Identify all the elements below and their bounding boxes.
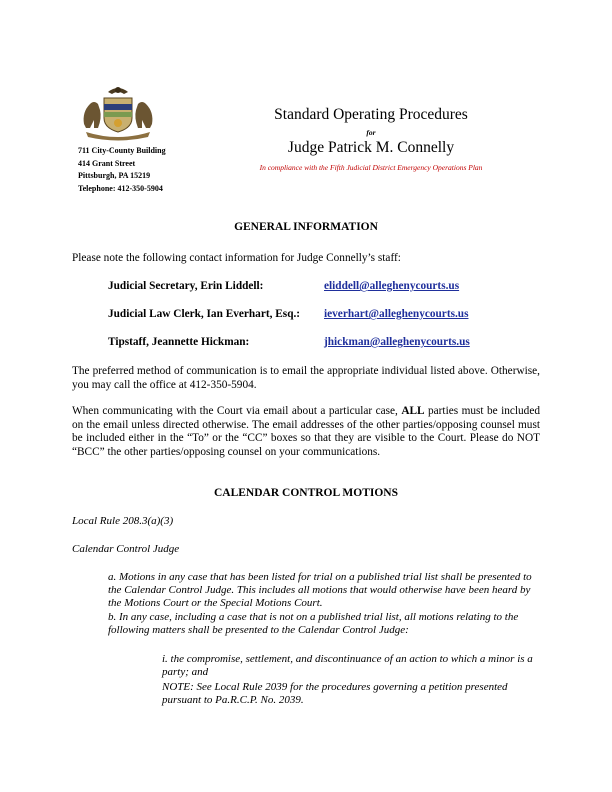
contact-label-tipstaff: Tipstaff, Jeannette Hickman: <box>108 336 250 348</box>
calendar-control-heading: CALENDAR CONTROL MOTIONS <box>213 487 399 499</box>
rule-item-b: b. In any case, including a case that is not on a published trial list, all motions relating to the following matters shall be presented to the Calendar Control Judge: <box>108 611 519 637</box>
intro-paragraph: Please note the following contact information for Judge Connelly’s staff: <box>72 252 401 264</box>
coat-of-arms-seal <box>78 84 158 142</box>
rule-note: NOTE: See Local Rule 2039 for the procedures governing a petition presented pursuant to Pa.R.C.P. No. 2039. <box>162 681 508 707</box>
judge-name: Judge Patrick M. Connelly <box>287 139 455 156</box>
contact-label-law-clerk: Judicial Law Clerk, Ian Everhart, Esq.: <box>108 308 301 320</box>
calendar-control-judge-label: Calendar Control Judge <box>72 543 180 555</box>
rule-item-a: a. Motions in any case that has been listed for trial on a published trial list shall be presented to the Calendar Control Judge. This includes all motions that would otherwise have been heard by the Motions Court or the Special Motions Court. <box>108 571 532 610</box>
address-line: 711 City-County Building <box>78 146 166 155</box>
email-link-secretary[interactable]: eliddell@alleghenycourts.us <box>324 280 460 292</box>
general-information-heading: GENERAL INFORMATION <box>234 221 378 233</box>
local-rule-citation: Local Rule 208.3(a)(3) <box>72 515 174 527</box>
email-link-law-clerk[interactable]: ieverhart@alleghenycourts.us <box>324 308 469 320</box>
email-policy-text: When communicating with the Court via email about a particular case, <box>72 405 402 417</box>
email-policy-text: parties must be included on the email unless directed otherwise. The email addresses of the other parties/opposing counsel must be included either in the “To” or the “CC” boxes so that they are visible to the Court. Please do NOT “BCC” the other parties/opposing counsel on your communications. <box>72 405 540 458</box>
communication-paragraph: The preferred method of communication is to email the appropriate individual listed above. Otherwise, you may call the office at 412-350-5904. <box>72 365 540 391</box>
address-line: Pittsburgh, PA 15219 <box>78 171 151 181</box>
address-line: 414 Grant Street <box>78 158 136 168</box>
email-policy-emphasis: ALL <box>401 405 425 417</box>
document-title: Standard Operating Procedures <box>274 106 468 123</box>
address-block <box>78 145 166 195</box>
contact-label-secretary: Judicial Secretary, Erin Liddell: <box>108 280 264 292</box>
for-word: for <box>366 128 376 137</box>
rule-subitem-i: i. the compromise, settlement, and discontinuance of an action to which a minor is a party; and <box>162 653 533 679</box>
compliance-note: In compliance with the Fifth Judicial District Emergency Operations Plan <box>259 163 483 172</box>
telephone-line: Telephone: 412-350-5904 <box>78 183 163 193</box>
email-link-tipstaff[interactable]: jhickman@alleghenycourts.us <box>324 336 470 348</box>
email-policy-paragraph <box>72 405 540 459</box>
